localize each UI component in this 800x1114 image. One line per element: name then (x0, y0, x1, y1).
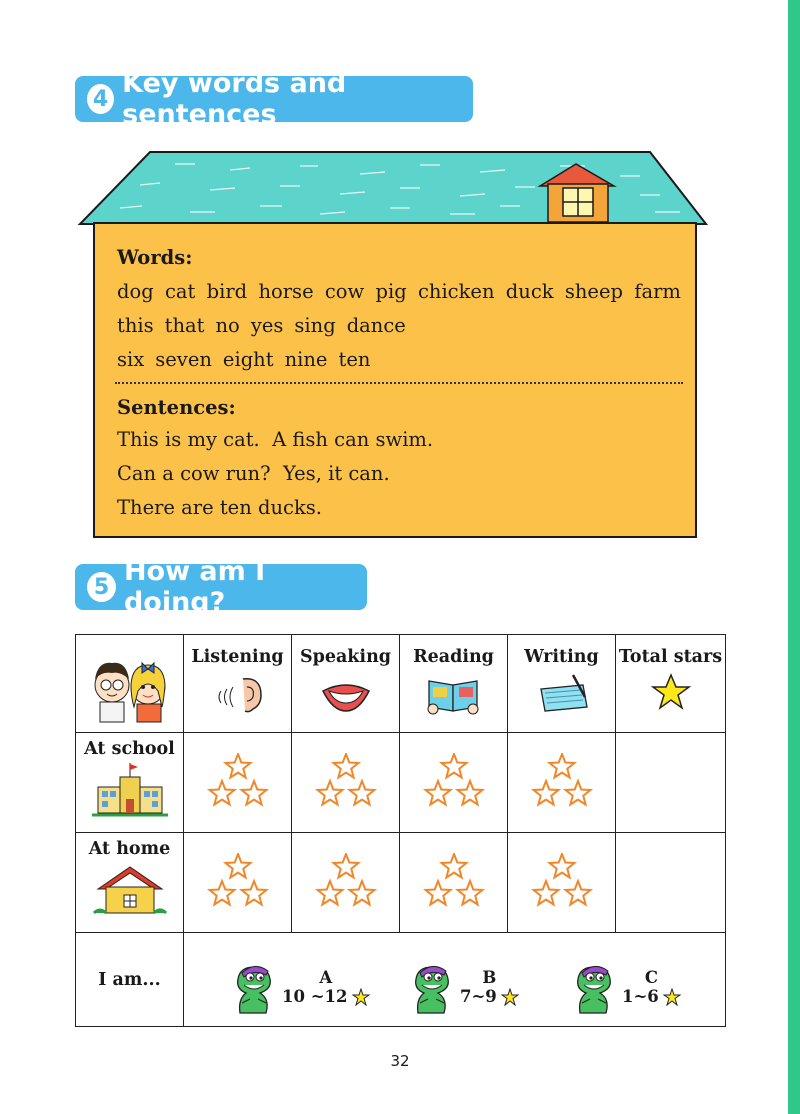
grade-text (622, 968, 681, 1006)
word: sing (294, 314, 336, 337)
word: cow (324, 280, 365, 303)
word: no (215, 314, 240, 337)
mouth-icon (311, 671, 381, 717)
grade-range: 7~9 (460, 987, 497, 1006)
rating-star[interactable] (457, 781, 482, 805)
column-label: Speaking (299, 647, 392, 667)
section-4-number: 4 (87, 84, 114, 114)
words-label: Words: (117, 246, 193, 269)
children-cell (76, 635, 184, 733)
word: seven (155, 348, 212, 371)
rating-star[interactable] (349, 781, 374, 805)
page-number: 32 (390, 1052, 410, 1070)
rating-star[interactable] (441, 754, 466, 778)
rating-star[interactable] (209, 881, 234, 905)
school-writing-stars (508, 733, 616, 833)
book-icon (419, 671, 489, 717)
word: pig (375, 280, 407, 303)
grade-letter: A (319, 968, 333, 987)
rating-star[interactable] (317, 781, 342, 805)
home-reading-stars (400, 833, 508, 933)
rating-stars-icon (206, 753, 270, 809)
star-icon (501, 988, 519, 1006)
home-writing-stars (508, 833, 616, 933)
column-total-stars (616, 635, 726, 733)
school-speaking-stars (292, 733, 400, 833)
column-listening (184, 635, 292, 733)
grade-a (230, 959, 370, 1015)
grade-range: 1~6 (622, 987, 659, 1006)
dinosaur-icon (230, 959, 278, 1015)
rating-star[interactable] (241, 781, 266, 805)
children-icon (80, 647, 180, 727)
rating-star[interactable] (425, 781, 450, 805)
home-listening-stars (184, 833, 292, 933)
word: this (117, 314, 154, 337)
star-icon (663, 988, 681, 1006)
section-5-banner (75, 556, 367, 618)
column-reading (400, 635, 508, 733)
rating-star[interactable] (209, 781, 234, 805)
words-line-1 (117, 280, 681, 303)
word: yes (250, 314, 284, 337)
word: dog (117, 280, 154, 303)
rating-star[interactable] (317, 881, 342, 905)
grade-text (460, 968, 519, 1006)
rating-star[interactable] (225, 754, 250, 778)
dinosaur-icon (408, 959, 456, 1015)
school-icon (90, 761, 170, 819)
word: duck (505, 280, 554, 303)
sentence-1: This is my cat. A fish can swim. (117, 428, 434, 451)
word: nine (284, 348, 328, 371)
grade-scale (184, 933, 726, 1027)
sentences-label: Sentences: (117, 396, 236, 419)
rating-stars-icon (206, 853, 270, 909)
star-icon (636, 671, 706, 717)
word: ten (338, 348, 371, 371)
row-label: At school (84, 739, 175, 759)
i-am-label: I am... (76, 933, 184, 1027)
dotted-divider (115, 382, 683, 384)
grade-letter: B (482, 968, 497, 987)
rating-stars-icon (422, 853, 486, 909)
key-words-box (93, 222, 697, 538)
rating-star[interactable] (333, 854, 358, 878)
grade-range: 10 ~12 (282, 987, 348, 1006)
rating-star[interactable] (565, 781, 590, 805)
notebook-icon (527, 671, 597, 717)
word: dance (346, 314, 406, 337)
word: six (117, 348, 145, 371)
rating-stars-icon (422, 753, 486, 809)
rating-star[interactable] (441, 854, 466, 878)
rating-star[interactable] (549, 754, 574, 778)
house-icon (90, 861, 170, 919)
rating-stars-icon (530, 853, 594, 909)
word: cat (164, 280, 196, 303)
column-writing (508, 635, 616, 733)
words-line-3 (117, 348, 681, 371)
ear-icon (203, 671, 273, 717)
word: that (164, 314, 205, 337)
words-line-2 (117, 314, 681, 337)
word: eight (222, 348, 274, 371)
grade-text (282, 968, 370, 1006)
school-listening-stars (184, 733, 292, 833)
grade-letter: C (644, 968, 658, 987)
home-speaking-stars (292, 833, 400, 933)
house-roof (0, 0, 800, 240)
rating-star[interactable] (533, 881, 558, 905)
rating-stars-icon (314, 753, 378, 809)
column-label: Total stars (618, 647, 723, 667)
rating-stars-icon (530, 753, 594, 809)
rating-star[interactable] (457, 881, 482, 905)
word: sheep (564, 280, 623, 303)
rating-star[interactable] (349, 881, 374, 905)
section-5-number: 5 (87, 572, 116, 602)
self-evaluation-table (75, 634, 726, 1027)
column-label: Reading (413, 647, 494, 667)
column-speaking (292, 635, 400, 733)
row-at-school (76, 733, 184, 833)
school-reading-stars (400, 733, 508, 833)
grade-b (408, 959, 519, 1015)
dinosaur-icon (570, 959, 618, 1015)
sentence-3: There are ten ducks. (117, 496, 322, 519)
rating-star[interactable] (241, 881, 266, 905)
rating-star[interactable] (425, 881, 450, 905)
rating-star[interactable] (533, 781, 558, 805)
rating-stars-icon (314, 853, 378, 909)
sentence-2: Can a cow run? Yes, it can. (117, 462, 390, 485)
school-total-cell[interactable] (616, 733, 726, 833)
star-icon (352, 988, 370, 1006)
rating-star[interactable] (549, 854, 574, 878)
column-label: Listening (191, 647, 284, 667)
row-at-home (76, 833, 184, 933)
rating-star[interactable] (225, 854, 250, 878)
rating-star[interactable] (333, 754, 358, 778)
section-5-title: How am I doing? (123, 556, 266, 618)
rating-star[interactable] (565, 881, 590, 905)
row-label: At home (88, 839, 171, 859)
word: farm (634, 280, 681, 303)
word: bird (206, 280, 248, 303)
column-label: Writing (524, 647, 599, 667)
word: horse (258, 280, 314, 303)
grade-c (570, 959, 681, 1015)
word: chicken (417, 280, 495, 303)
section-4-title: Key words and sentences (122, 68, 347, 130)
home-total-cell[interactable] (616, 833, 726, 933)
